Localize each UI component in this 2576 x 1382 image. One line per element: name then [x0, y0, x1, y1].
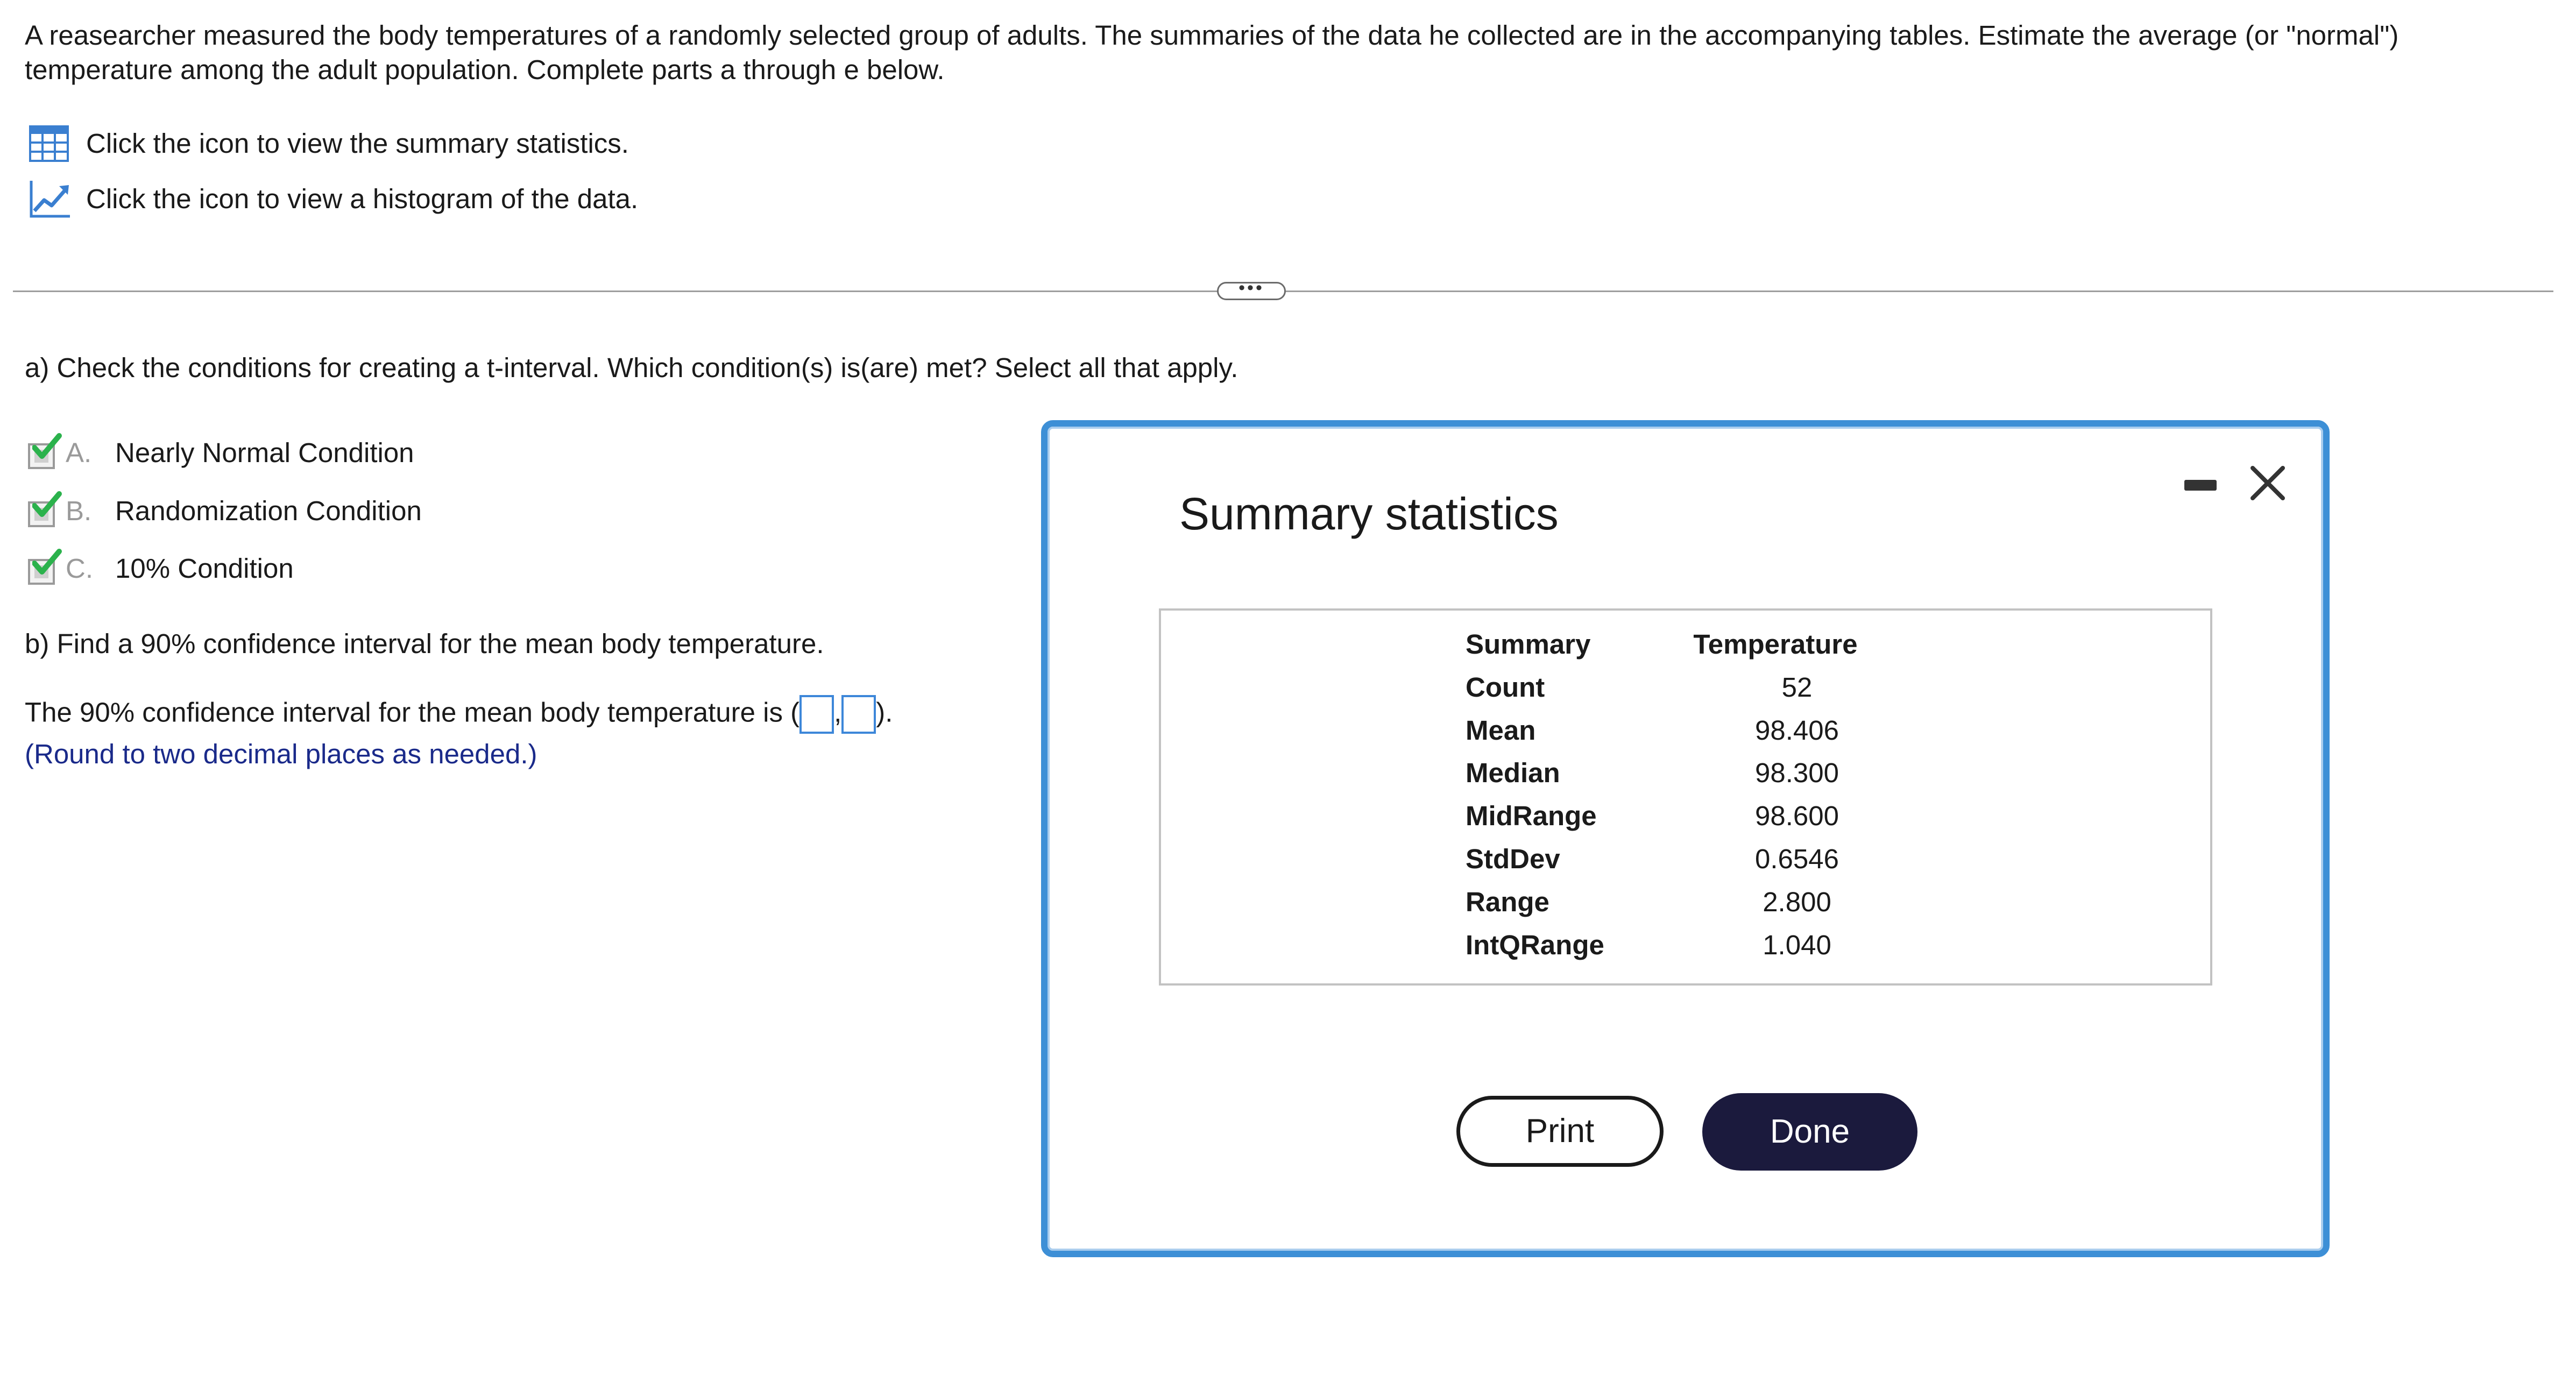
histogram-link-label[interactable]: Click the icon to view a histogram of the data.	[86, 183, 639, 214]
option-b[interactable]	[25, 492, 422, 529]
minimize-button[interactable]	[2184, 480, 2217, 491]
row-label: Count	[1466, 672, 1545, 703]
row-label: Median	[1466, 757, 1560, 788]
histogram-link[interactable]	[28, 178, 638, 221]
row-label: IntQRange	[1466, 930, 1604, 960]
option-a-checkbox[interactable]	[25, 436, 59, 469]
row-value: 0.6546	[1755, 844, 1839, 874]
row-label: Mean	[1466, 715, 1536, 746]
print-button[interactable]: Print	[1456, 1096, 1664, 1167]
row-label: StdDev	[1466, 844, 1560, 874]
header-temperature: Temperature	[1693, 629, 1858, 660]
option-label[interactable]: 10% Condition	[115, 552, 294, 584]
answer-suffix: ).	[876, 697, 893, 728]
answer-prefix: The 90% confidence interval for the mean body temperature is (	[25, 697, 800, 728]
dialog-title: Summary statistics	[1179, 488, 1559, 539]
row-value: 98.406	[1755, 715, 1839, 746]
stats-table-panel	[1159, 608, 2212, 986]
lower-bound-input[interactable]	[799, 695, 834, 734]
part-b-prompt: b) Find a 90% confidence interval for the mean body temperature.	[25, 628, 824, 659]
row-label: Range	[1466, 887, 1549, 917]
option-label[interactable]: Randomization Condition	[115, 495, 422, 526]
answer-separator: ,	[834, 697, 842, 728]
part-a-prompt: a) Check the conditions for creating a t-interval. Which condition(s) is(are) met? Select all that apply.	[25, 352, 1239, 383]
rounding-note: (Round to two decimal places as needed.)	[25, 739, 537, 769]
option-letter: C.	[66, 552, 93, 584]
row-value: 52	[1781, 672, 1813, 703]
summary-stats-link-label[interactable]: Click the icon to view the summary statistics.	[86, 128, 629, 159]
checkmark-icon	[32, 491, 62, 521]
checkmark-icon	[32, 433, 62, 463]
option-a[interactable]	[25, 434, 414, 471]
row-value: 98.300	[1755, 757, 1839, 788]
row-label: MidRange	[1466, 800, 1597, 831]
checkmark-icon	[32, 548, 62, 578]
row-value: 98.600	[1755, 800, 1839, 831]
question-text: A reasearcher measured the body temperatures of a randomly selected group of adults. The summaries of the data he collected are in the accompanying tables. Estimate the average (or "normal") temperature among the adult population. Complete parts a through e below.	[25, 20, 2399, 85]
done-button[interactable]: Done	[1702, 1093, 1917, 1171]
answer-sentence	[25, 695, 893, 734]
row-value: 1.040	[1763, 930, 1831, 960]
row-value: 2.800	[1763, 887, 1831, 917]
option-b-checkbox[interactable]	[25, 494, 59, 527]
option-c-checkbox[interactable]	[25, 551, 59, 585]
summary-stats-link[interactable]	[28, 122, 629, 165]
close-icon[interactable]	[2246, 462, 2289, 505]
option-letter: A.	[66, 437, 92, 468]
header-summary: Summary	[1466, 629, 1591, 660]
expand-button[interactable]: •••	[1217, 282, 1286, 300]
chart-icon[interactable]	[28, 179, 71, 219]
upper-bound-input[interactable]	[841, 695, 876, 734]
option-label[interactable]: Nearly Normal Condition	[115, 437, 414, 468]
table-icon[interactable]	[28, 123, 71, 164]
option-c[interactable]	[25, 549, 294, 587]
option-letter: B.	[66, 495, 92, 526]
